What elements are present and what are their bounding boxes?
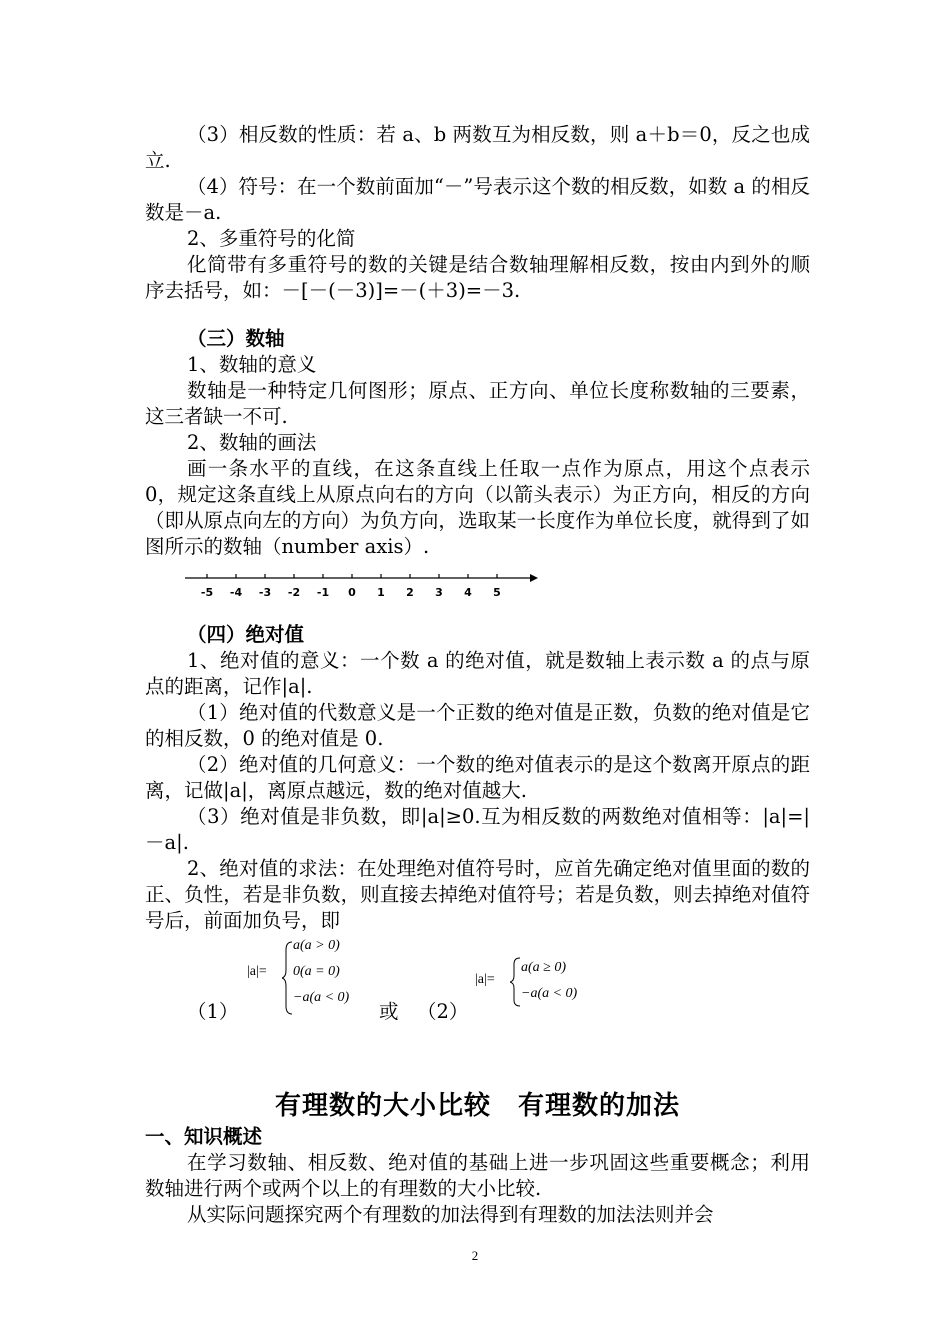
spacer	[145, 304, 810, 326]
document-body	[145, 122, 810, 1228]
formula1-case-1: a(a > 0)	[293, 938, 340, 953]
paragraph-abs-method: 2、绝对值的求法：在处理绝对值符号时，应首先确定绝对值里面的数的正、负性，若是非负数，则直接去掉绝对值符号；若是负数，则去掉绝对值符号后，前面加负号，即	[145, 857, 810, 932]
formula-or: 或	[379, 1000, 399, 1023]
number-line	[185, 566, 545, 616]
formula1-case-2: 0(a = 0)	[293, 964, 340, 979]
formula-label-1: （1）	[187, 1000, 239, 1023]
number-line-label: 0	[348, 586, 356, 599]
number-line-label: -2	[287, 586, 301, 599]
formula-label-2: （2）	[417, 1000, 469, 1023]
number-line-label: 4	[464, 586, 472, 599]
formula2-case-2: −a(a < 0)	[521, 986, 578, 1001]
item-axis-drawing: 2、数轴的画法	[187, 431, 317, 454]
number-line-label: 1	[377, 586, 385, 599]
paragraph-overview-1: 在学习数轴、相反数、绝对值的基础上进一步巩固这些重要概念；利用数轴进行两个或两个以上的有理数的大小比较.	[145, 1151, 810, 1200]
abs-formula	[145, 938, 810, 1022]
spacer	[145, 1022, 810, 1088]
number-line-arrow	[530, 574, 538, 582]
paragraph-overview-2: 从实际问题探究两个有理数的加法得到有理数的加法法则并会	[187, 1203, 714, 1226]
formula1-case-3: −a(a < 0)	[293, 990, 350, 1005]
item-multiple-signs: 2、多重符号的化简	[187, 227, 356, 250]
heading-absolute-value: （四）绝对值	[187, 623, 305, 646]
number-line-label: -3	[258, 586, 272, 599]
formula2-case-1: a(a ≥ 0)	[521, 960, 567, 975]
paragraph-property-4: （4）符号：在一个数前面加“－”号表示这个数的相反数，如数 a 的相反数是－a.	[145, 175, 810, 224]
paragraph-property-3: （3）相反数的性质：若 a、b 两数互为相反数，则 a＋b＝0，反之也成立.	[145, 123, 810, 172]
paragraph-multiple-signs: 化简带有多重符号的数的关键是结合数轴理解相反数，按由内到外的顺序去括号，如：－[－(－3)]=－(＋3)=－3.	[145, 253, 810, 302]
section-title: 有理数的大小比较 有理数的加法	[274, 1091, 680, 1121]
number-line-label: 2	[406, 586, 414, 599]
number-line-label: 5	[493, 586, 501, 599]
formula1-lhs: |a|=	[247, 964, 267, 979]
number-line-figure	[145, 566, 810, 618]
page-number: 2	[471, 1248, 479, 1263]
paragraph-abs-geometric: （2）绝对值的几何意义：一个数的绝对值表示的是这个数离开原点的距离，记做|a|，离原点越远，数的绝对值越大.	[145, 753, 810, 802]
heading-number-axis: （三）数轴	[187, 327, 285, 350]
paragraph-axis-meaning: 数轴是一种特定几何图形；原点、正方向、单位长度称数轴的三要素，这三者缺一不可.	[145, 379, 810, 428]
paragraph-abs-nonnegative: （3）绝对值是非负数，即|a|≥0.互为相反数的两数绝对值相等：|a|=|－a|.	[145, 805, 810, 854]
paragraph-abs-meaning: 1、绝对值的意义：一个数 a 的绝对值，就是数轴上表示数 a 的点与原点的距离，记作|a|.	[145, 649, 810, 698]
number-line-label: -4	[229, 586, 243, 599]
number-line-label: 3	[435, 586, 443, 599]
number-line-label: -1	[316, 586, 330, 599]
item-axis-meaning: 1、数轴的意义	[187, 353, 317, 376]
paragraph-abs-algebraic: （1）绝对值的代数意义是一个正数的绝对值是正数，负数的绝对值是它的相反数，0 的绝对值是 0.	[145, 701, 810, 750]
heading-overview: 一、知识概述	[145, 1125, 263, 1148]
paragraph-axis-drawing: 画一条水平的直线，在这条直线上任取一点作为原点，用这个点表示 0，规定这条直线上从原点向右的方向（以箭头表示）为正方向，相反的方向（即从原点向左的方向）为负方向，选取某一长度作为单位长度，就得到了如图所示的数轴（number axis）.	[145, 457, 810, 558]
formula2-lhs: |a|=	[475, 972, 495, 987]
number-line-label: -5	[200, 586, 214, 599]
